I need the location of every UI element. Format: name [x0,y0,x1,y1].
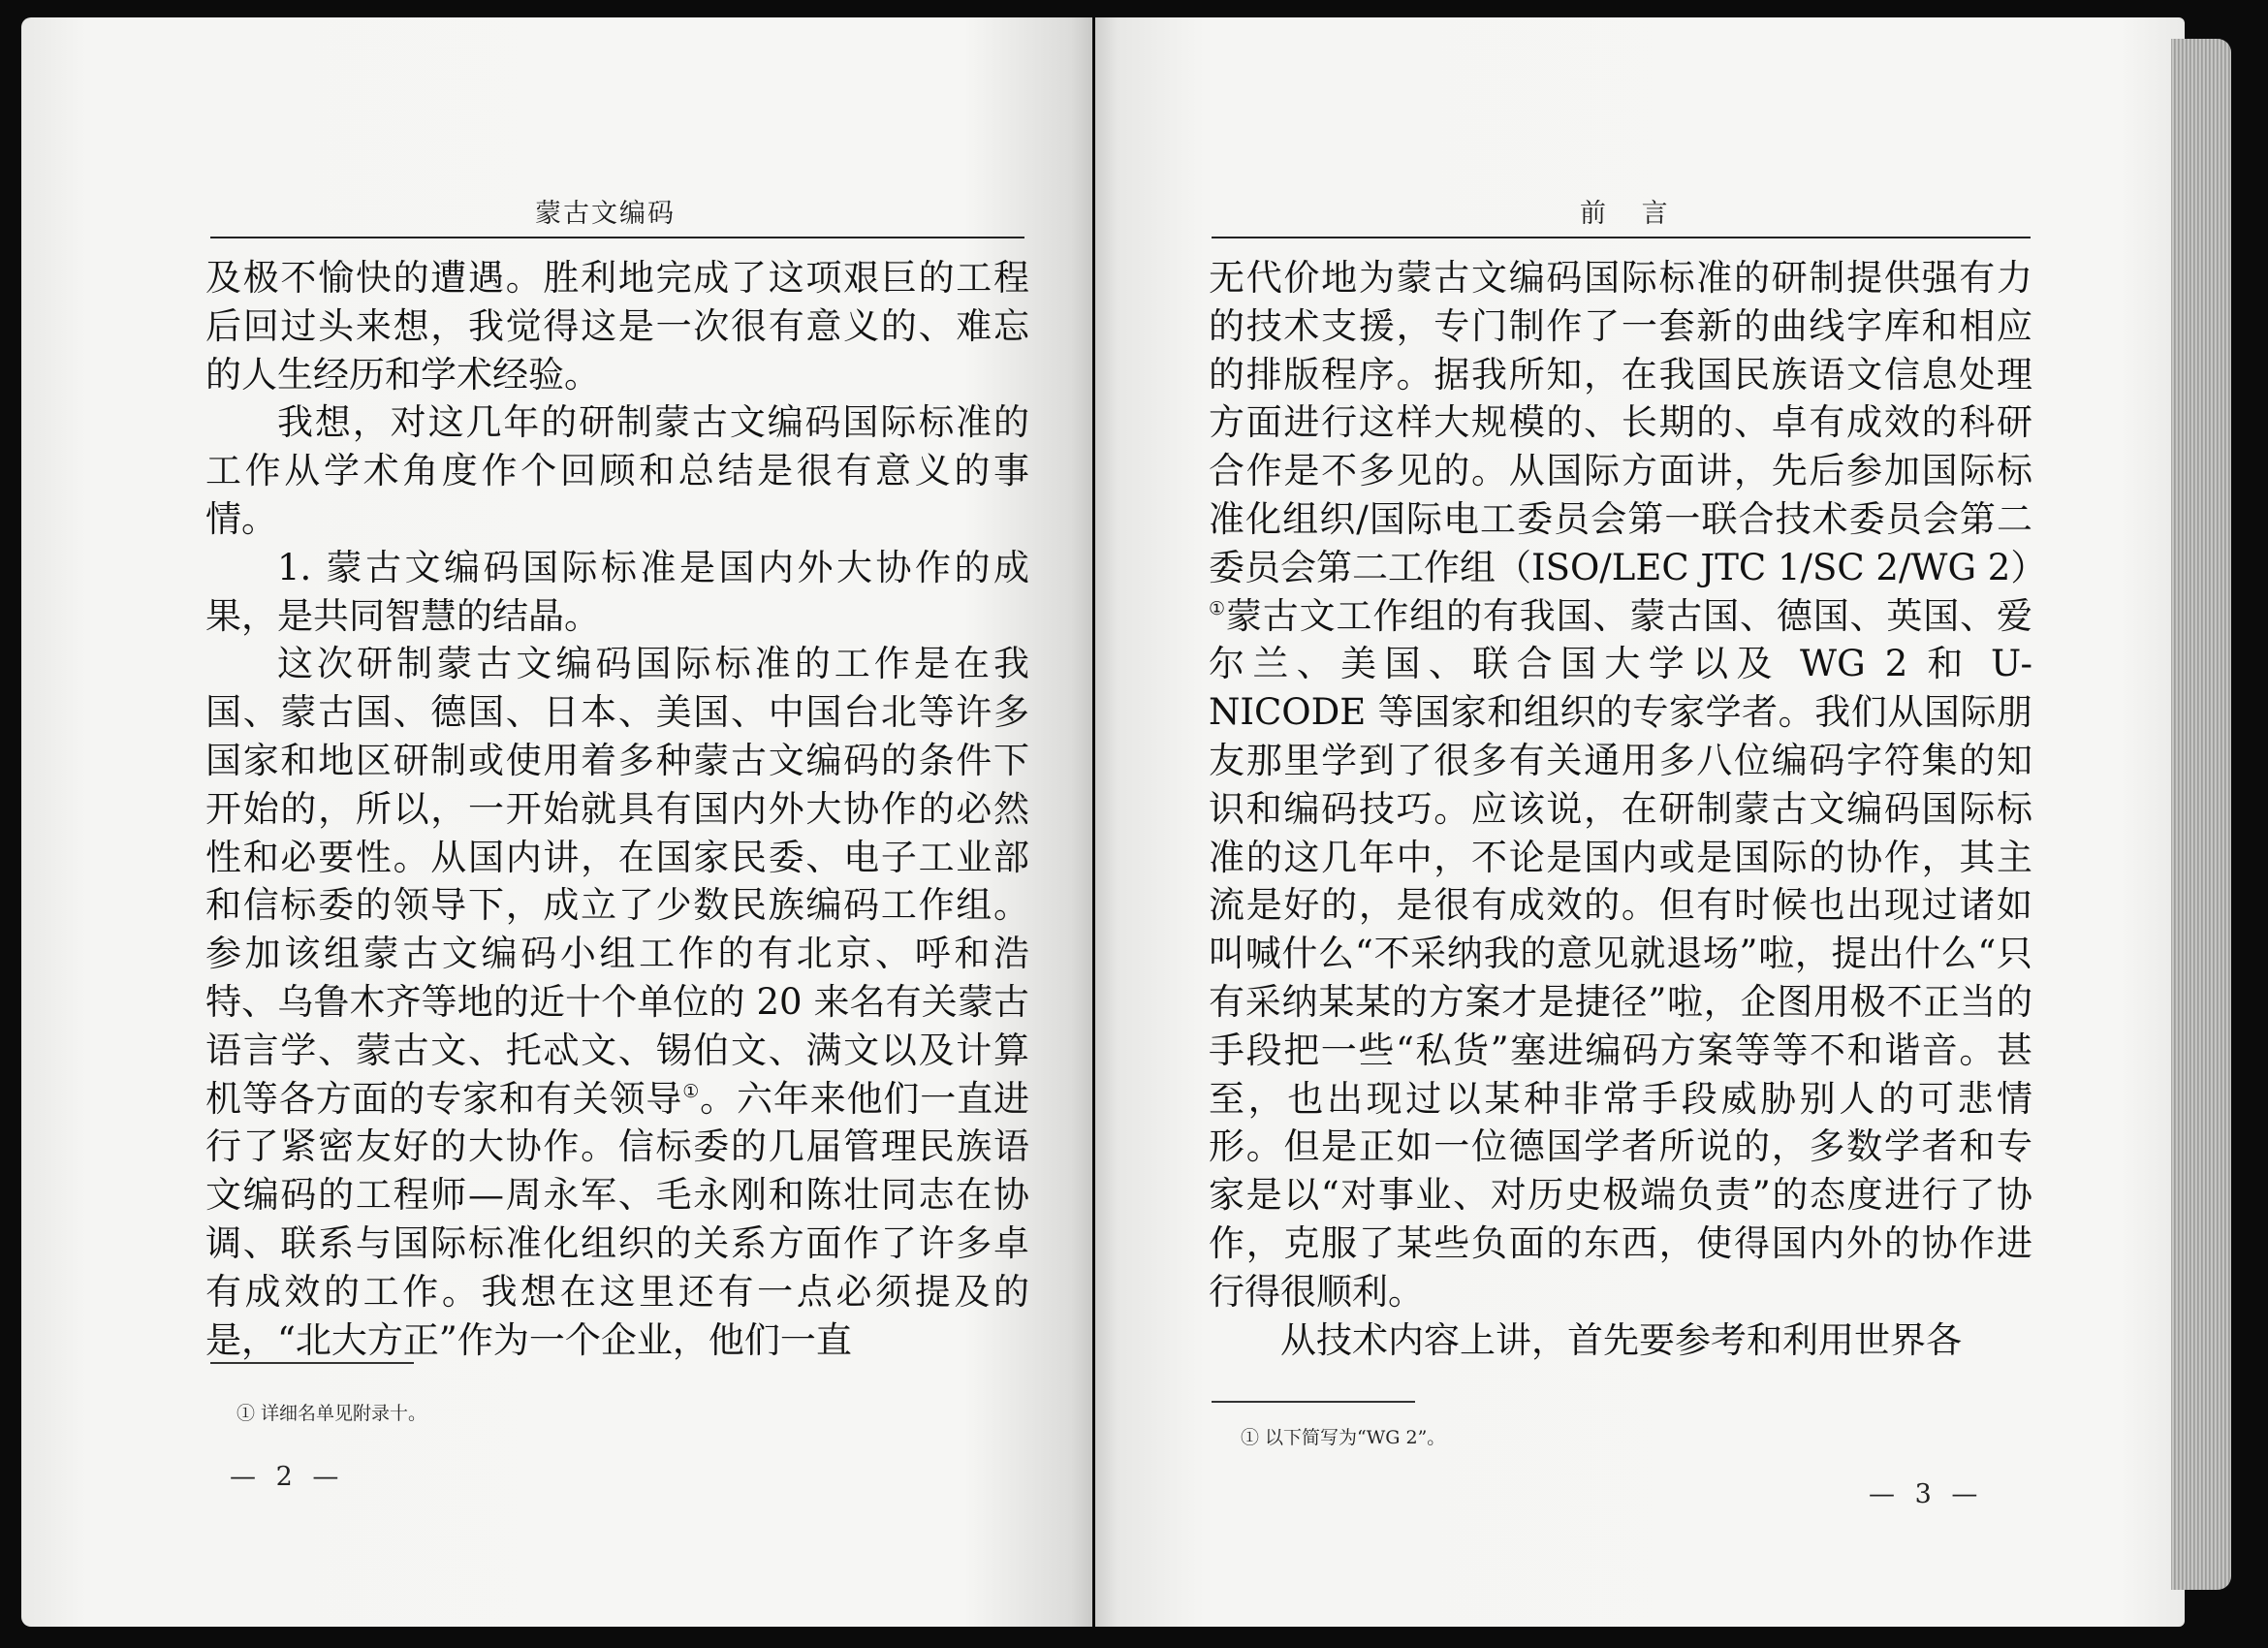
footnote: ① 以下简写为“WG 2”。 [1241,1427,1446,1448]
footnote-rule [210,1362,414,1364]
body-text [1209,254,2047,1364]
footnote-marker: ① [682,1080,701,1102]
footnote-rule [1212,1401,1415,1403]
paragraph-text: 1. 蒙古文编码国际标准是国内外大协作的成果，是共同智慧的结晶。 [205,546,1029,637]
paragraph-text: 蒙古文工作组的有我国、蒙古国、德国、英国、爱尔兰、美国、联合国大学以及 WG 2 和 U-NICODE 等国家和组织的专家学者。我们从国际朋友那里学到了很多有关通用多八位编码字符集的知识和编码技巧。应该说，在研制蒙古文编码国际标准的这几年中，不论是国内或是国际的协作，其主流是好的，是很有成效的。但有时候也出现过诸如叫喊什么“不采纳我的意见就退场”啦，提出什么“只有采纳某某的方案才是捷径”啦，企图用极不正当的手段把一些“私货”塞进编码方案等等不和谐音。甚至，也出现过以某种非常手段威胁别人的可悲情形。但是正如一位德国学者所说的，多数学者和专家是以“对事业、对历史极端负责”的态度进行了协作，克服了某些负面的东西，使得国内外的协作进行得很顺利。 [1209,594,2032,1313]
page-edges [2171,39,2231,1590]
paragraph-text: 。六年来他们一直进行了紧密友好的大协作。信标委的几届管理民族语文编码的工程师—周永军、毛永刚和陈壮同志在协调、联系与国际标准化组织的关系方面作了许多卓有成效的工作。我想在这里还有一点必须提及的是，“北大方正”作为一个企业，他们一直 [205,1077,1030,1361]
paragraph [205,254,1029,398]
header-rule [210,237,1024,238]
paragraph-text: 我想，对这几年的研制蒙古文编码国际标准的工作从学术角度作个回顾和总结是很有意义的事情。 [205,401,1029,540]
paragraph [1209,254,2047,1316]
paragraph-text: 及极不愉快的遭遇。胜利地完成了这项艰巨的工程后回过头来想，我觉得这是一次很有意义的、难忘的人生经历和学术经验。 [205,257,1029,396]
paragraph-text: 这次研制蒙古文编码国际标准的工作是在我国、蒙古国、德国、日本、美国、中国台北等许多国家和地区研制或使用着多种蒙古文编码的条件下开始的，所以，一开始就具有国内外大协作的必然性和必要性。从国内讲，在国家民委、电子工业部和信标委的领导下，成立了少数民族编码工作组。参加该组蒙古文编码小组工作的有北京、呼和浩特、乌鲁木齐等地的近十个单位的 20 来名有关蒙古语言学、蒙古文、托忒文、锡伯文、满文以及计算机等各方面的专家和有关领导 [205,643,1029,1120]
header-rule [1212,237,2031,238]
page-number: — 3 — [1869,1479,1984,1509]
footnote: ① 详细名单见附录十。 [236,1403,427,1424]
left-page [21,17,1092,1627]
running-head: 蒙古文编码 [535,199,676,229]
paragraph [205,640,1029,1364]
paragraph [205,398,1029,543]
body-text [205,254,1029,1364]
right-page [1095,17,2185,1627]
running-head: 前 言 [1580,199,1682,229]
page-number: — 2 — [230,1462,345,1492]
paragraph-text: 从技术内容上讲，首先要参考和利用世界各 [1280,1318,1962,1361]
footnote-marker: ① [1209,597,1226,619]
paragraph-text: 无代价地为蒙古文编码国际标准的研制提供强有力的技术支援，专门制作了一套新的曲线字库和相应的排版程序。据我所知，在我国民族语文信息处理方面进行这样大规模的、长期的、卓有成效的科研合作是不多见的。从国际方面讲，先后参加国际标准化组织/国际电工委员会第一联合技术委员会第二委员会第二工作组（ISO/LEC JTC 1/SC 2/WG 2） [1209,257,2047,588]
paragraph [205,544,1029,641]
paragraph [1209,1316,2032,1365]
